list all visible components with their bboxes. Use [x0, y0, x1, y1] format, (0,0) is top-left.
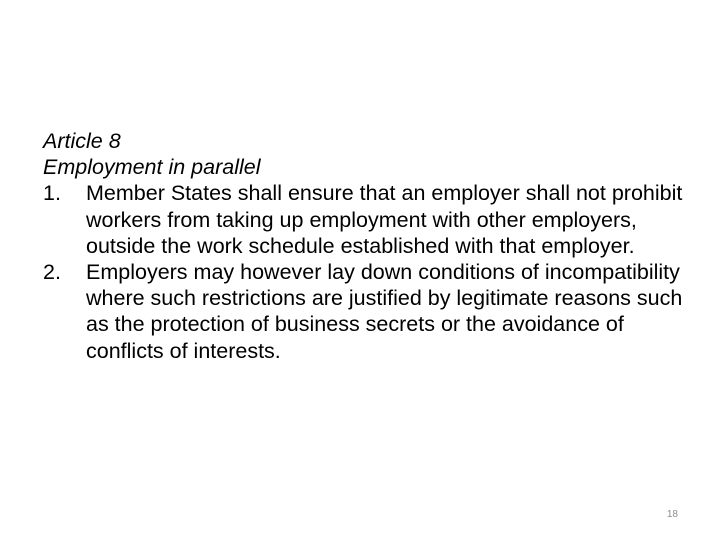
slide-content — [43, 128, 683, 364]
list-item-number: 2. — [43, 260, 61, 285]
list-item-text: Employers may however lay down conditions of incompatibility where such restrictions are justified by legitimate reasons such as the protection of business secrets or the avoidance of conflicts of interests. — [86, 260, 683, 363]
list-item — [43, 180, 683, 259]
page-number: 18 — [666, 509, 678, 520]
list-item — [43, 259, 683, 364]
article-clauses-list — [43, 180, 683, 363]
list-item-number: 1. — [43, 181, 61, 206]
article-subtitle: Employment in parallel — [43, 155, 261, 180]
list-item-text: Member States shall ensure that an employer shall not prohibit workers from taking up employment with other employers, outside the work schedule established with that employer. — [86, 181, 683, 258]
article-title: Article 8 — [43, 129, 121, 153]
